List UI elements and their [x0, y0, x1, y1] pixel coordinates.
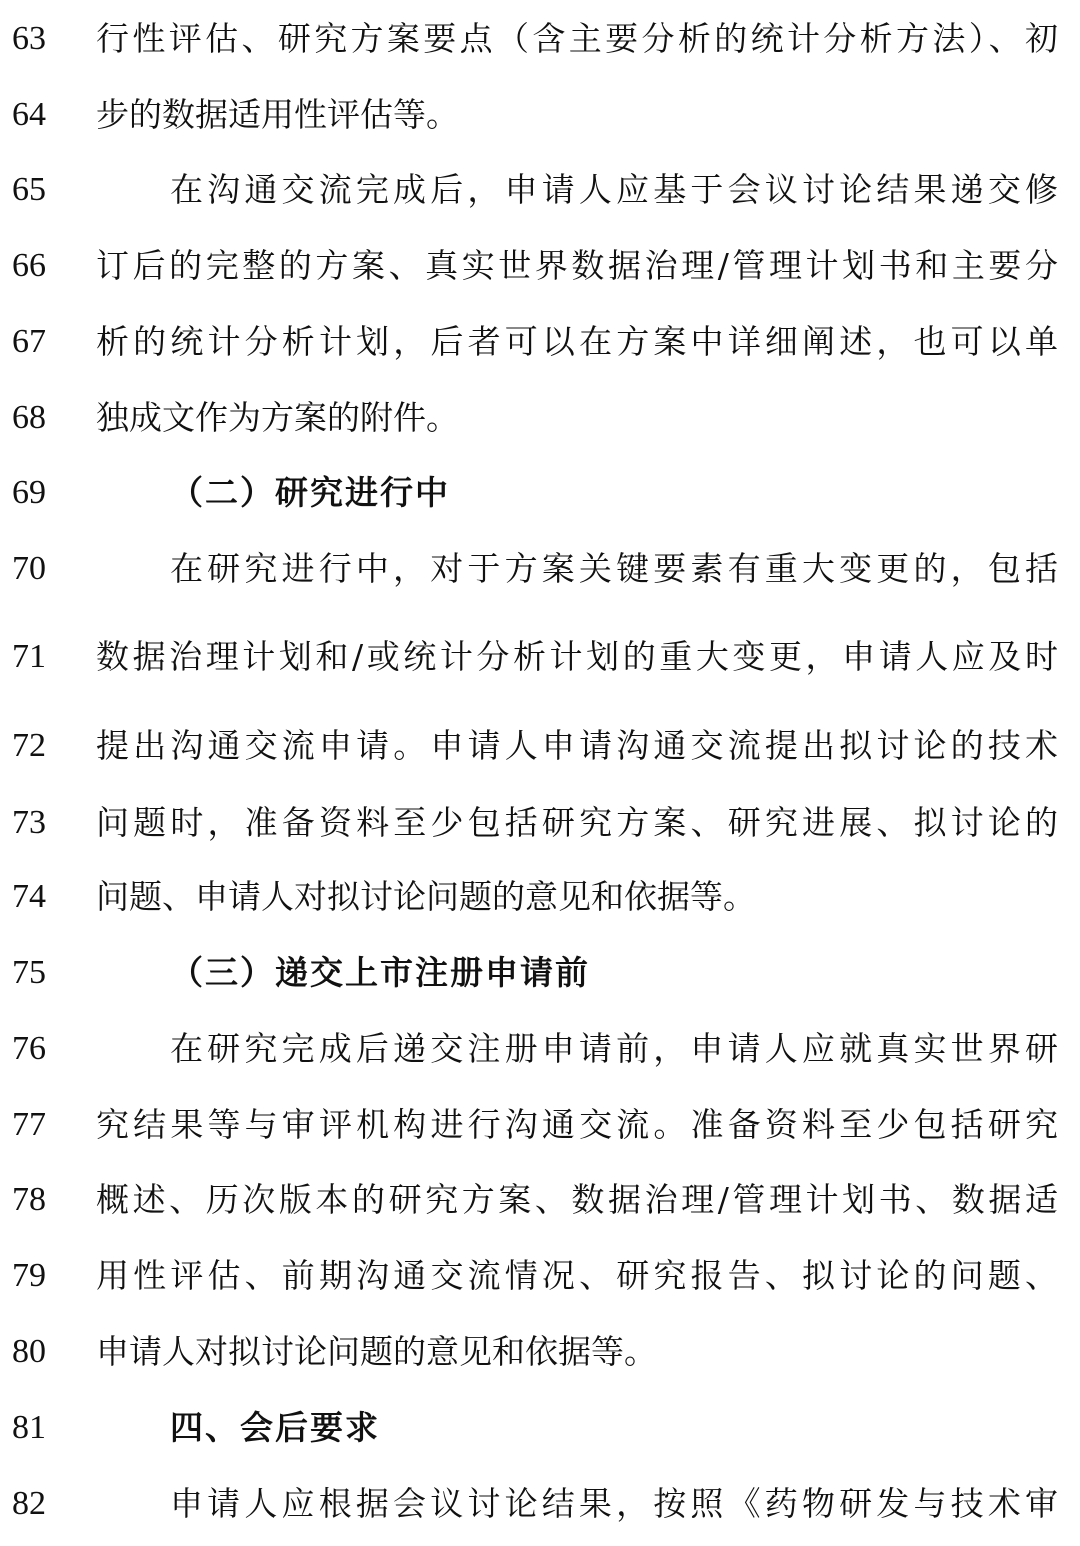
section-heading-line	[0, 1398, 1080, 1458]
document-line	[0, 85, 1080, 145]
section-heading-line	[0, 943, 1080, 1003]
line-number: 76	[12, 1030, 46, 1067]
document-line	[0, 793, 1080, 853]
document-line	[0, 9, 1080, 69]
document-line	[0, 1474, 1080, 1534]
line-number: 70	[12, 550, 46, 587]
line-number: 66	[12, 247, 46, 284]
line-number: 64	[12, 96, 46, 133]
document-line	[0, 627, 1080, 687]
document-line	[0, 388, 1080, 448]
line-text: 申请人对拟讨论问题的意见和依据等。	[96, 1332, 657, 1371]
document-line	[0, 1019, 1080, 1079]
line-text: 步的数据适用性评估等。	[96, 95, 459, 134]
line-text: 行性评估、研究方案要点（含主要分析的统计分析方法）、初	[96, 19, 1058, 58]
document-line	[0, 867, 1080, 927]
line-number: 73	[12, 804, 46, 841]
section-heading: （三）递交上市注册申请前	[170, 953, 590, 992]
line-number: 63	[12, 20, 46, 57]
document-line	[0, 1246, 1080, 1306]
line-text: 订后的完整的方案、真实世界数据治理/管理计划书和主要分	[96, 246, 1058, 285]
line-number: 81	[12, 1409, 46, 1446]
line-text: 申请人应根据会议讨论结果，按照《药物研发与技术审	[170, 1484, 1058, 1523]
line-number: 72	[12, 727, 46, 764]
document-line	[0, 539, 1080, 599]
line-text: 问题、申请人对拟讨论问题的意见和依据等。	[96, 877, 756, 916]
document-line	[0, 1322, 1080, 1382]
document-line	[0, 160, 1080, 220]
section-heading: 四、会后要求	[170, 1408, 380, 1447]
line-number: 71	[12, 638, 46, 675]
section-heading: （二）研究进行中	[170, 473, 450, 512]
document-line	[0, 1095, 1080, 1155]
document-line	[0, 236, 1080, 296]
line-number: 65	[12, 171, 46, 208]
line-number: 79	[12, 1257, 46, 1294]
line-number: 67	[12, 323, 46, 360]
line-text: 问题时，准备资料至少包括研究方案、研究进展、拟讨论的	[96, 803, 1058, 842]
document-line	[0, 1170, 1080, 1230]
line-number: 69	[12, 474, 46, 511]
line-text: 在研究进行中，对于方案关键要素有重大变更的，包括	[170, 549, 1058, 588]
line-text: 在研究完成后递交注册申请前，申请人应就真实世界研	[170, 1029, 1058, 1068]
line-text: 在沟通交流完成后，申请人应基于会议讨论结果递交修	[170, 170, 1058, 209]
line-number: 78	[12, 1181, 46, 1218]
line-number: 80	[12, 1333, 46, 1370]
line-text: 用性评估、前期沟通交流情况、研究报告、拟讨论的问题、	[96, 1256, 1058, 1295]
line-number: 74	[12, 878, 46, 915]
line-text: 提出沟通交流申请。申请人申请沟通交流提出拟讨论的技术	[96, 726, 1058, 765]
line-text: 析的统计分析计划，后者可以在方案中详细阐述，也可以单	[96, 322, 1058, 361]
line-number: 68	[12, 399, 46, 436]
line-number: 75	[12, 954, 46, 991]
line-text: 数据治理计划和/或统计分析计划的重大变更，申请人应及时	[96, 637, 1058, 676]
section-heading-line	[0, 463, 1080, 523]
line-text: 独成文作为方案的附件。	[96, 398, 459, 437]
document-line	[0, 716, 1080, 776]
document-line	[0, 312, 1080, 372]
line-number: 82	[12, 1485, 46, 1522]
line-text: 究结果等与审评机构进行沟通交流。准备资料至少包括研究	[96, 1105, 1058, 1144]
line-text: 概述、历次版本的研究方案、数据治理/管理计划书、数据适	[96, 1180, 1058, 1219]
line-number: 77	[12, 1106, 46, 1143]
